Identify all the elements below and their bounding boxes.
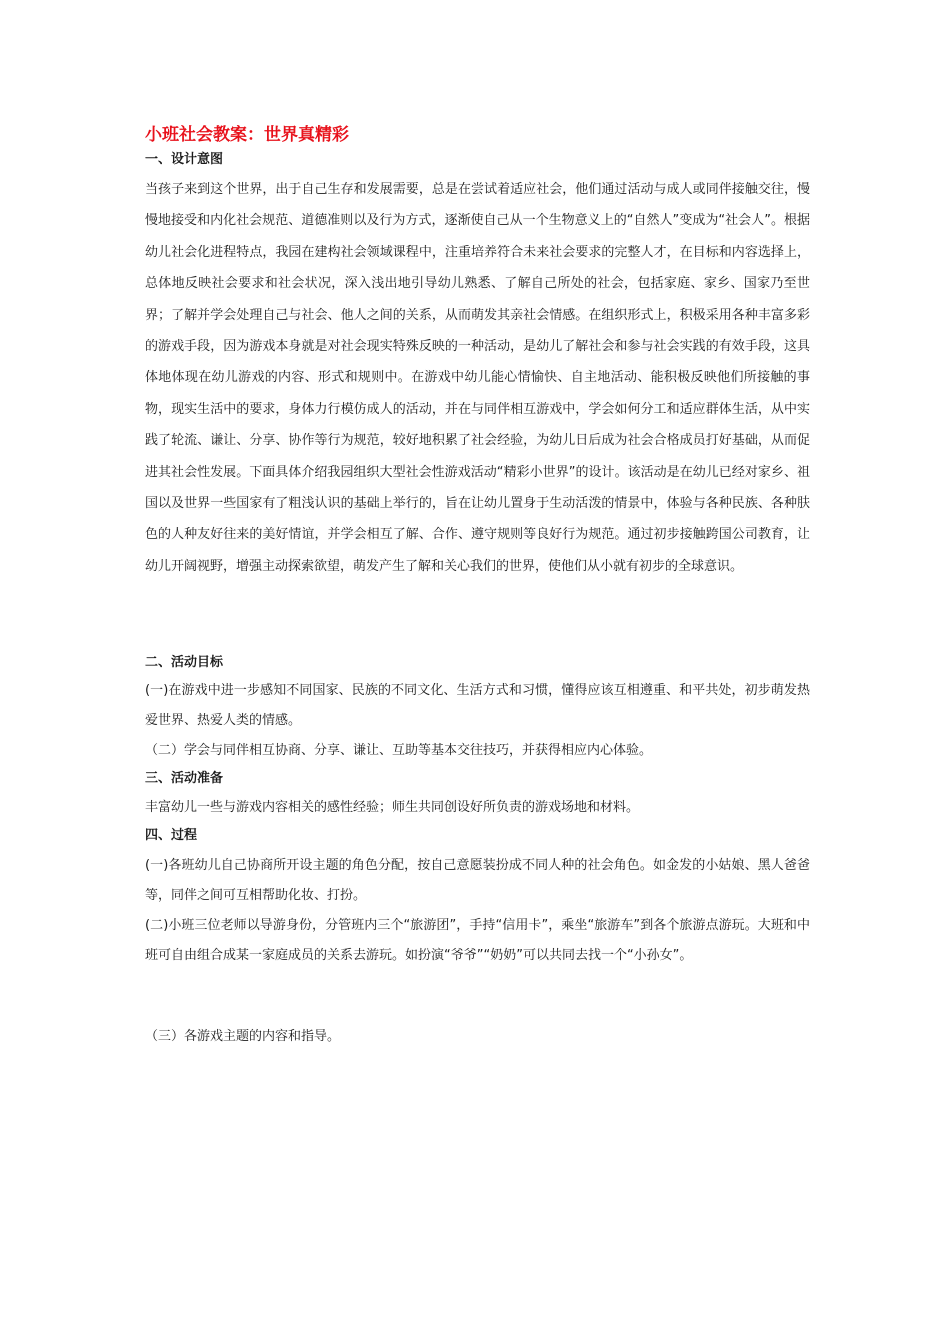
document-title: 小班社会教案：世界真精彩 [145, 125, 349, 145]
design-intent-paragraph: 当孩子来到这个世界，出于自己生存和发展需要，总是在尝试着适应社会，他们通过活动与成人或同伴接触交往，慢慢地接受和内化社会规范、道德准则以及行为方式，逐渐使自己从一个生物意义上的“自然人”变成为“社会人”。根据幼儿社会化进程特点，我园在建构社会领域课程中，注重培养符合未来社会要求的完整人才，在目标和内容选择上，总体地反映社会要求和社会状况，深入浅出地引导幼儿熟悉、了解自己所处的社会，包括家庭、家乡、国家乃至世界；了解并学会处理自己与社会、他人之间的关系，从而萌发其亲社会情感。在组织形式上，积极采用各种丰富多彩的游戏手段，因为游戏本身就是对社会现实特殊反映的一种活动，是幼儿了解社会和参与社会实践的有效手段，这具体地体现在幼儿游戏的内容、形式和规则中。在游戏中幼儿能心情愉快、自主地活动、能积极反映他们所接触的事物，现实生活中的要求，身体力行模仿成人的活动，并在与同伴相互游戏中，学会如何分工和适应群体生活，从中实践了轮流、谦让、分享、协作等行为规范，较好地积累了社会经验，为幼儿日后成为社会合格成员打好基础，从而促进其社会性发展。下面具体介绍我园组织大型社会性游戏活动“精彩小世界”的设计。该活动是在幼儿已经对家乡、祖国以及世界一些国家有了粗浅认识的基础上举行的，旨在让幼儿置身于生动活泼的情景中，体验与各种民族、各种肤色的人种友好往来的美好情谊，并学会相互了解、合作、遵守规则等良好行为规范。通过初步接触跨国公司教育，让幼儿开阔视野，增强主动探索欲望，萌发产生了解和关心我们的世界，使他们从小就有初步的全球意识。 [145, 182, 810, 574]
section-heading-design: 一、设计意图 [145, 152, 224, 167]
preparation-text: 丰富幼儿一些与游戏内容相关的感性经验；师生共同创设好所负责的游戏场地和材料。 [145, 800, 640, 816]
process-item-2: (二)小班三位老师以导游身份，分管班内三个“旅游团”，手持“信用卡”，乘坐“旅游车”到各个旅游点游玩。大班和中班可自由组合成某一家庭成员的关系去游玩。如扮演“爷爷”“奶奶”可以共同去找一个“小孙女”。 [145, 918, 810, 964]
document-page [145, 122, 810, 1052]
goal-item-2: （二）学会与同伴相互协商、分享、谦让、互助等基本交往技巧，并获得相应内心体验。 [145, 743, 653, 759]
section-heading-process: 四、过程 [145, 828, 198, 844]
section-heading-preparation: 三、活动准备 [145, 771, 224, 787]
section-heading-goals: 二、活动目标 [145, 655, 224, 671]
goal-item-1: (一)在游戏中进一步感知不同国家、民族的不同文化、生活方式和习惯，懂得应该互相遵重、和平共处，初步萌发热爱世界、热爱人类的情感。 [145, 683, 810, 729]
process-item-1: (一)各班幼儿自己协商所开设主题的角色分配，按自己意愿装扮成不同人种的社会角色。如金发的小姑娘、黑人爸爸等，同伴之间可互相帮助化妆、打扮。 [145, 858, 810, 904]
process-item-3: （三）各游戏主题的内容和指导。 [145, 1029, 341, 1045]
